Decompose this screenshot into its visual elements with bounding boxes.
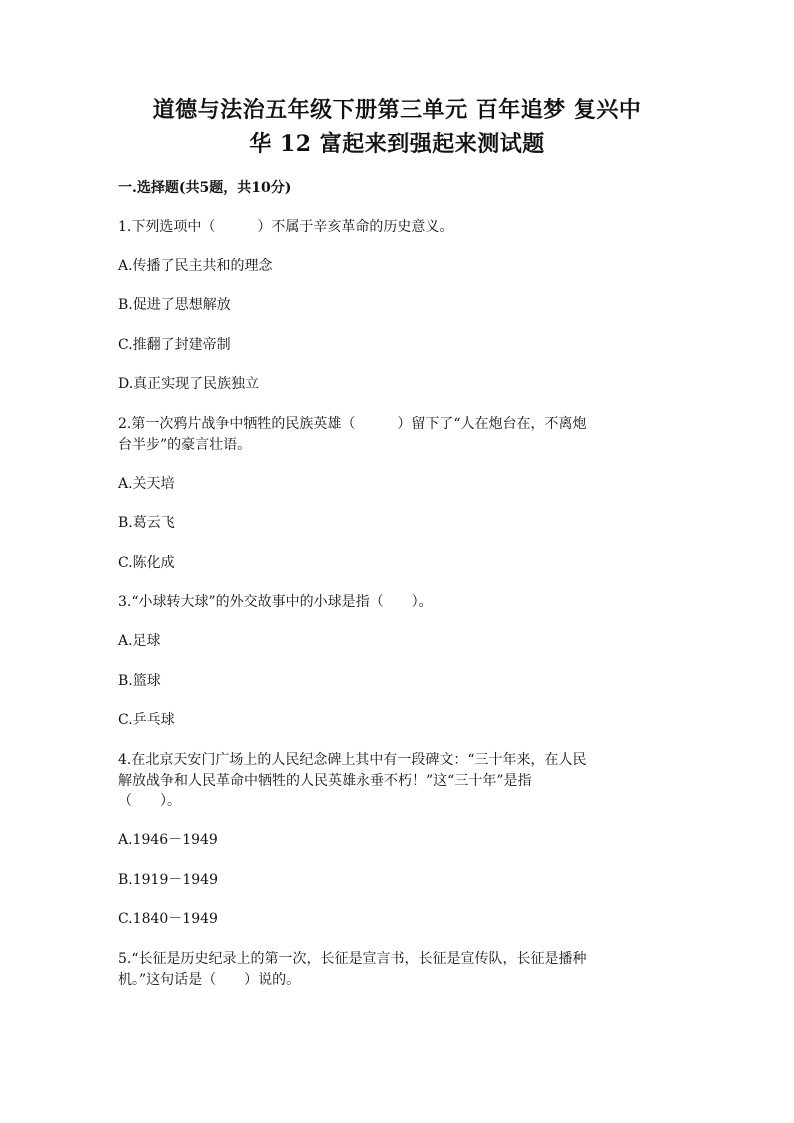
question-2-option-b: B.葛云飞 bbox=[118, 515, 175, 531]
question-4-stem-line-2: 解放战争和人民革命中牺牲的人民英雄永垂不朽！”这“三十年”是指 bbox=[118, 773, 532, 789]
question-4-stem-line-1: 4.在北京天安门广场上的人民纪念碑上其中有一段碑文：“三十年来，在人民 bbox=[118, 752, 587, 768]
question-1-option-c: C.推翻了封建帝制 bbox=[118, 337, 231, 353]
question-1-stem: 1.下列选项中（ ）不属于辛亥革命的历史意义。 bbox=[118, 219, 454, 235]
question-2-option-a: A.关天培 bbox=[118, 476, 175, 492]
question-1-option-a: A.传播了民主共和的理念 bbox=[118, 258, 273, 274]
section-heading: 一.选择题(共5题，共10分) bbox=[118, 180, 292, 196]
question-2-option-c: C.陈化成 bbox=[118, 555, 175, 571]
question-5-stem-line-1: 5.“长征是历史纪录上的第一次，长征是宣言书，长征是宣传队，长征是播种 bbox=[118, 951, 587, 967]
question-4-option-c: C.1840－1949 bbox=[118, 911, 218, 927]
document-title-line-1: 道德与法治五年级下册第三单元 百年追梦 复兴中 bbox=[152, 97, 642, 123]
question-5-stem-line-2: 机。”这句话是（ ）说的。 bbox=[118, 972, 301, 988]
question-2-stem-line-1: 2.第一次鸦片战争中牺牲的民族英雄（ ）留下了“人在炮台在，不离炮 bbox=[118, 416, 587, 432]
question-4-option-b: B.1919－1949 bbox=[118, 872, 218, 888]
document-title-line-2: 华 12 富起来到强起来测试题 bbox=[249, 131, 545, 157]
question-3-stem: 3.“小球转大球”的外交故事中的小球是指（ ）。 bbox=[118, 594, 433, 610]
question-3-option-b: B.篮球 bbox=[118, 673, 161, 689]
question-1-option-d: D.真正实现了民族独立 bbox=[118, 376, 260, 392]
question-3-option-a: A.足球 bbox=[118, 633, 161, 649]
question-2-stem-line-2: 台半步”的豪言壮语。 bbox=[118, 437, 252, 453]
question-1-option-b: B.促进了思想解放 bbox=[118, 297, 231, 313]
question-3-option-c: C.乒乓球 bbox=[118, 712, 175, 728]
question-4-stem-line-3: （ ）。 bbox=[118, 793, 181, 809]
question-4-option-a: A.1946－1949 bbox=[118, 832, 218, 848]
